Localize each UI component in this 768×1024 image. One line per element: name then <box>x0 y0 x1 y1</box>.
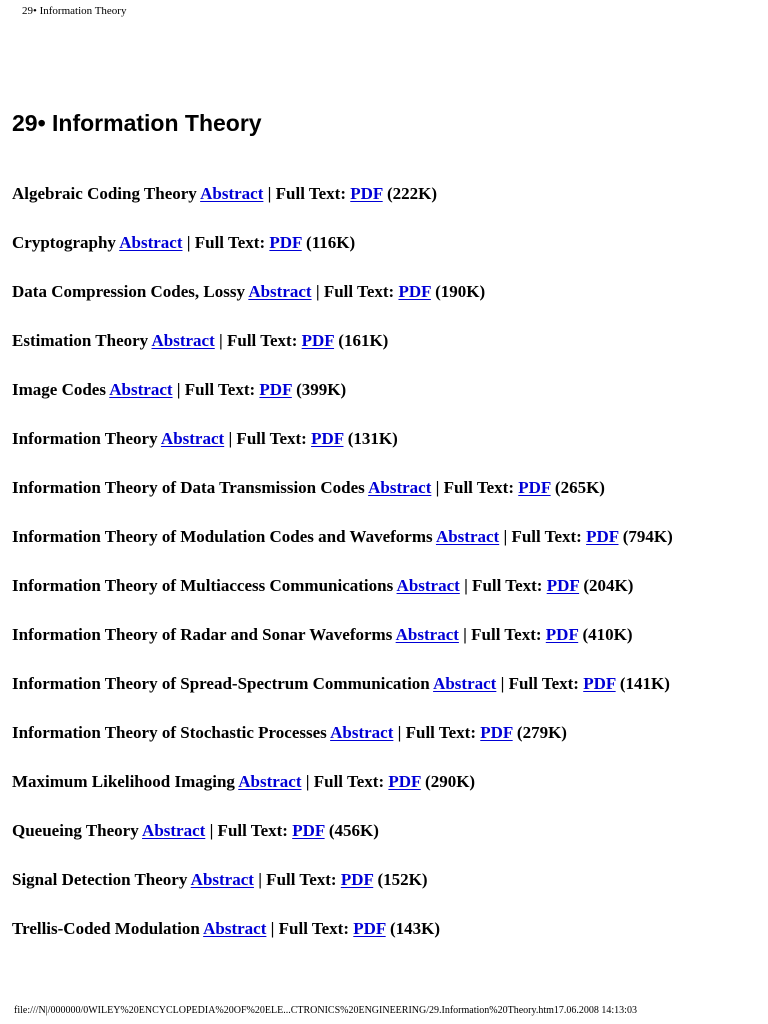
article-entry <box>12 329 762 378</box>
file-size: (290K) <box>425 772 476 791</box>
abstract-link[interactable]: Abstract <box>368 478 432 497</box>
article-list <box>12 182 762 966</box>
full-text-label: | Full Text: <box>182 233 270 252</box>
article-name: Estimation Theory <box>12 331 149 350</box>
page-title: 29• Information Theory <box>12 110 262 136</box>
full-text-label: | Full Text: <box>263 184 351 203</box>
abstract-link[interactable]: Abstract <box>396 576 460 595</box>
article-name: Information Theory of Stochastic Processes <box>12 723 327 742</box>
full-text-label: | Full Text: <box>393 723 481 742</box>
full-text-label: | Full Text: <box>214 331 302 350</box>
article-name: Queueing Theory <box>12 821 139 840</box>
file-size: (265K) <box>554 478 605 497</box>
page-footer <box>14 1005 637 1016</box>
article-entry <box>12 868 762 917</box>
article-name: Data Compression Codes, Lossy <box>12 282 245 301</box>
article-entry <box>12 231 762 280</box>
full-text-label: | Full Text: <box>499 527 587 546</box>
abstract-link[interactable]: Abstract <box>190 870 254 889</box>
file-size: (794K) <box>622 527 673 546</box>
article-entry <box>12 476 762 525</box>
full-text-label: | Full Text: <box>266 919 354 938</box>
pdf-link[interactable]: PDF <box>518 478 551 497</box>
footer-path: file:///N|/000000/0WILEY%20ENCYCLOPEDIA%20OF%20ELE...CTRONICS%20ENGINEERING/29.Information%20Theory.htm <box>14 1005 554 1016</box>
pdf-link[interactable]: PDF <box>269 233 302 252</box>
abstract-link[interactable]: Abstract <box>238 772 302 791</box>
pdf-link[interactable]: PDF <box>259 380 292 399</box>
abstract-link[interactable]: Abstract <box>109 380 173 399</box>
pdf-link[interactable]: PDF <box>353 919 386 938</box>
pdf-link[interactable]: PDF <box>311 429 344 448</box>
abstract-link[interactable]: Abstract <box>203 919 267 938</box>
article-entry <box>12 574 762 623</box>
file-size: (116K) <box>306 233 356 252</box>
file-size: (410K) <box>582 625 633 644</box>
article-name: Signal Detection Theory <box>12 870 188 889</box>
abstract-link[interactable]: Abstract <box>395 625 459 644</box>
full-text-label: | Full Text: <box>205 821 293 840</box>
abstract-link[interactable]: Abstract <box>433 674 497 693</box>
article-name: Information Theory of Radar and Sonar Waveforms <box>12 625 393 644</box>
abstract-link[interactable]: Abstract <box>330 723 394 742</box>
abstract-link[interactable]: Abstract <box>435 527 500 546</box>
pdf-link[interactable]: PDF <box>583 674 616 693</box>
abstract-link[interactable]: Abstract <box>248 282 312 301</box>
article-entry <box>12 280 762 329</box>
pdf-link[interactable]: PDF <box>292 821 325 840</box>
pdf-link[interactable]: PDF <box>388 772 421 791</box>
pdf-link[interactable]: PDF <box>586 527 619 546</box>
article-name: Trellis-Coded Modulation <box>12 919 200 938</box>
article-entry <box>12 770 762 819</box>
article-name: Information Theory of Spread-Spectrum Communication <box>12 674 430 693</box>
file-size: (279K) <box>516 723 567 742</box>
file-size: (141K) <box>619 674 670 693</box>
article-name: Information Theory of Modulation Codes and Waveforms <box>12 527 433 546</box>
page-header: 29• Information Theory <box>22 5 127 17</box>
article-entry <box>12 819 762 868</box>
article-entry <box>12 427 762 476</box>
file-size: (152K) <box>377 870 428 889</box>
article-entry <box>12 378 762 427</box>
abstract-link[interactable]: Abstract <box>119 233 183 252</box>
file-size: (204K) <box>583 576 634 595</box>
full-text-label: | Full Text: <box>224 429 312 448</box>
file-size: (190K) <box>435 282 486 301</box>
file-size: (222K) <box>386 184 437 203</box>
abstract-link[interactable]: Abstract <box>151 331 215 350</box>
full-text-label: | Full Text: <box>311 282 399 301</box>
article-name: Information Theory of Multiaccess Communications <box>12 576 394 595</box>
full-text-label: | Full Text: <box>459 576 547 595</box>
full-text-label: | Full Text: <box>458 625 546 644</box>
article-entry <box>12 623 762 672</box>
article-name: Maximum Likelihood Imaging <box>12 772 235 791</box>
full-text-label: | Full Text: <box>301 772 389 791</box>
abstract-link[interactable]: Abstract <box>142 821 206 840</box>
abstract-link[interactable]: Abstract <box>160 429 225 448</box>
article-name: Information Theory of Data Transmission Codes <box>12 478 365 497</box>
file-size: (456K) <box>328 821 379 840</box>
article-entry <box>12 182 762 231</box>
full-text-label: | Full Text: <box>496 674 584 693</box>
article-name: Algebraic Coding Theory <box>12 184 197 203</box>
full-text-label: | Full Text: <box>172 380 260 399</box>
article-name: Image Codes <box>12 380 106 399</box>
pdf-link[interactable]: PDF <box>301 331 335 350</box>
footer-timestamp: 17.06.2008 14:13:03 <box>553 1005 637 1016</box>
pdf-link[interactable]: PDF <box>340 870 374 889</box>
article-name: Information Theory <box>12 429 158 448</box>
file-size: (161K) <box>338 331 389 350</box>
abstract-link[interactable]: Abstract <box>200 184 264 203</box>
file-size: (143K) <box>389 919 440 938</box>
pdf-link[interactable]: PDF <box>545 625 579 644</box>
article-entry <box>12 721 762 770</box>
pdf-link[interactable]: PDF <box>398 282 431 301</box>
full-text-label: | Full Text: <box>253 870 341 889</box>
article-entry <box>12 525 762 574</box>
file-size: (399K) <box>296 380 347 399</box>
pdf-link[interactable]: PDF <box>480 723 513 742</box>
file-size: (131K) <box>347 429 398 448</box>
article-name: Cryptography <box>12 233 116 252</box>
pdf-link[interactable]: PDF <box>546 576 580 595</box>
article-entry <box>12 672 762 721</box>
full-text-label: | Full Text: <box>431 478 519 497</box>
pdf-link[interactable]: PDF <box>350 184 383 203</box>
article-entry <box>12 917 762 966</box>
